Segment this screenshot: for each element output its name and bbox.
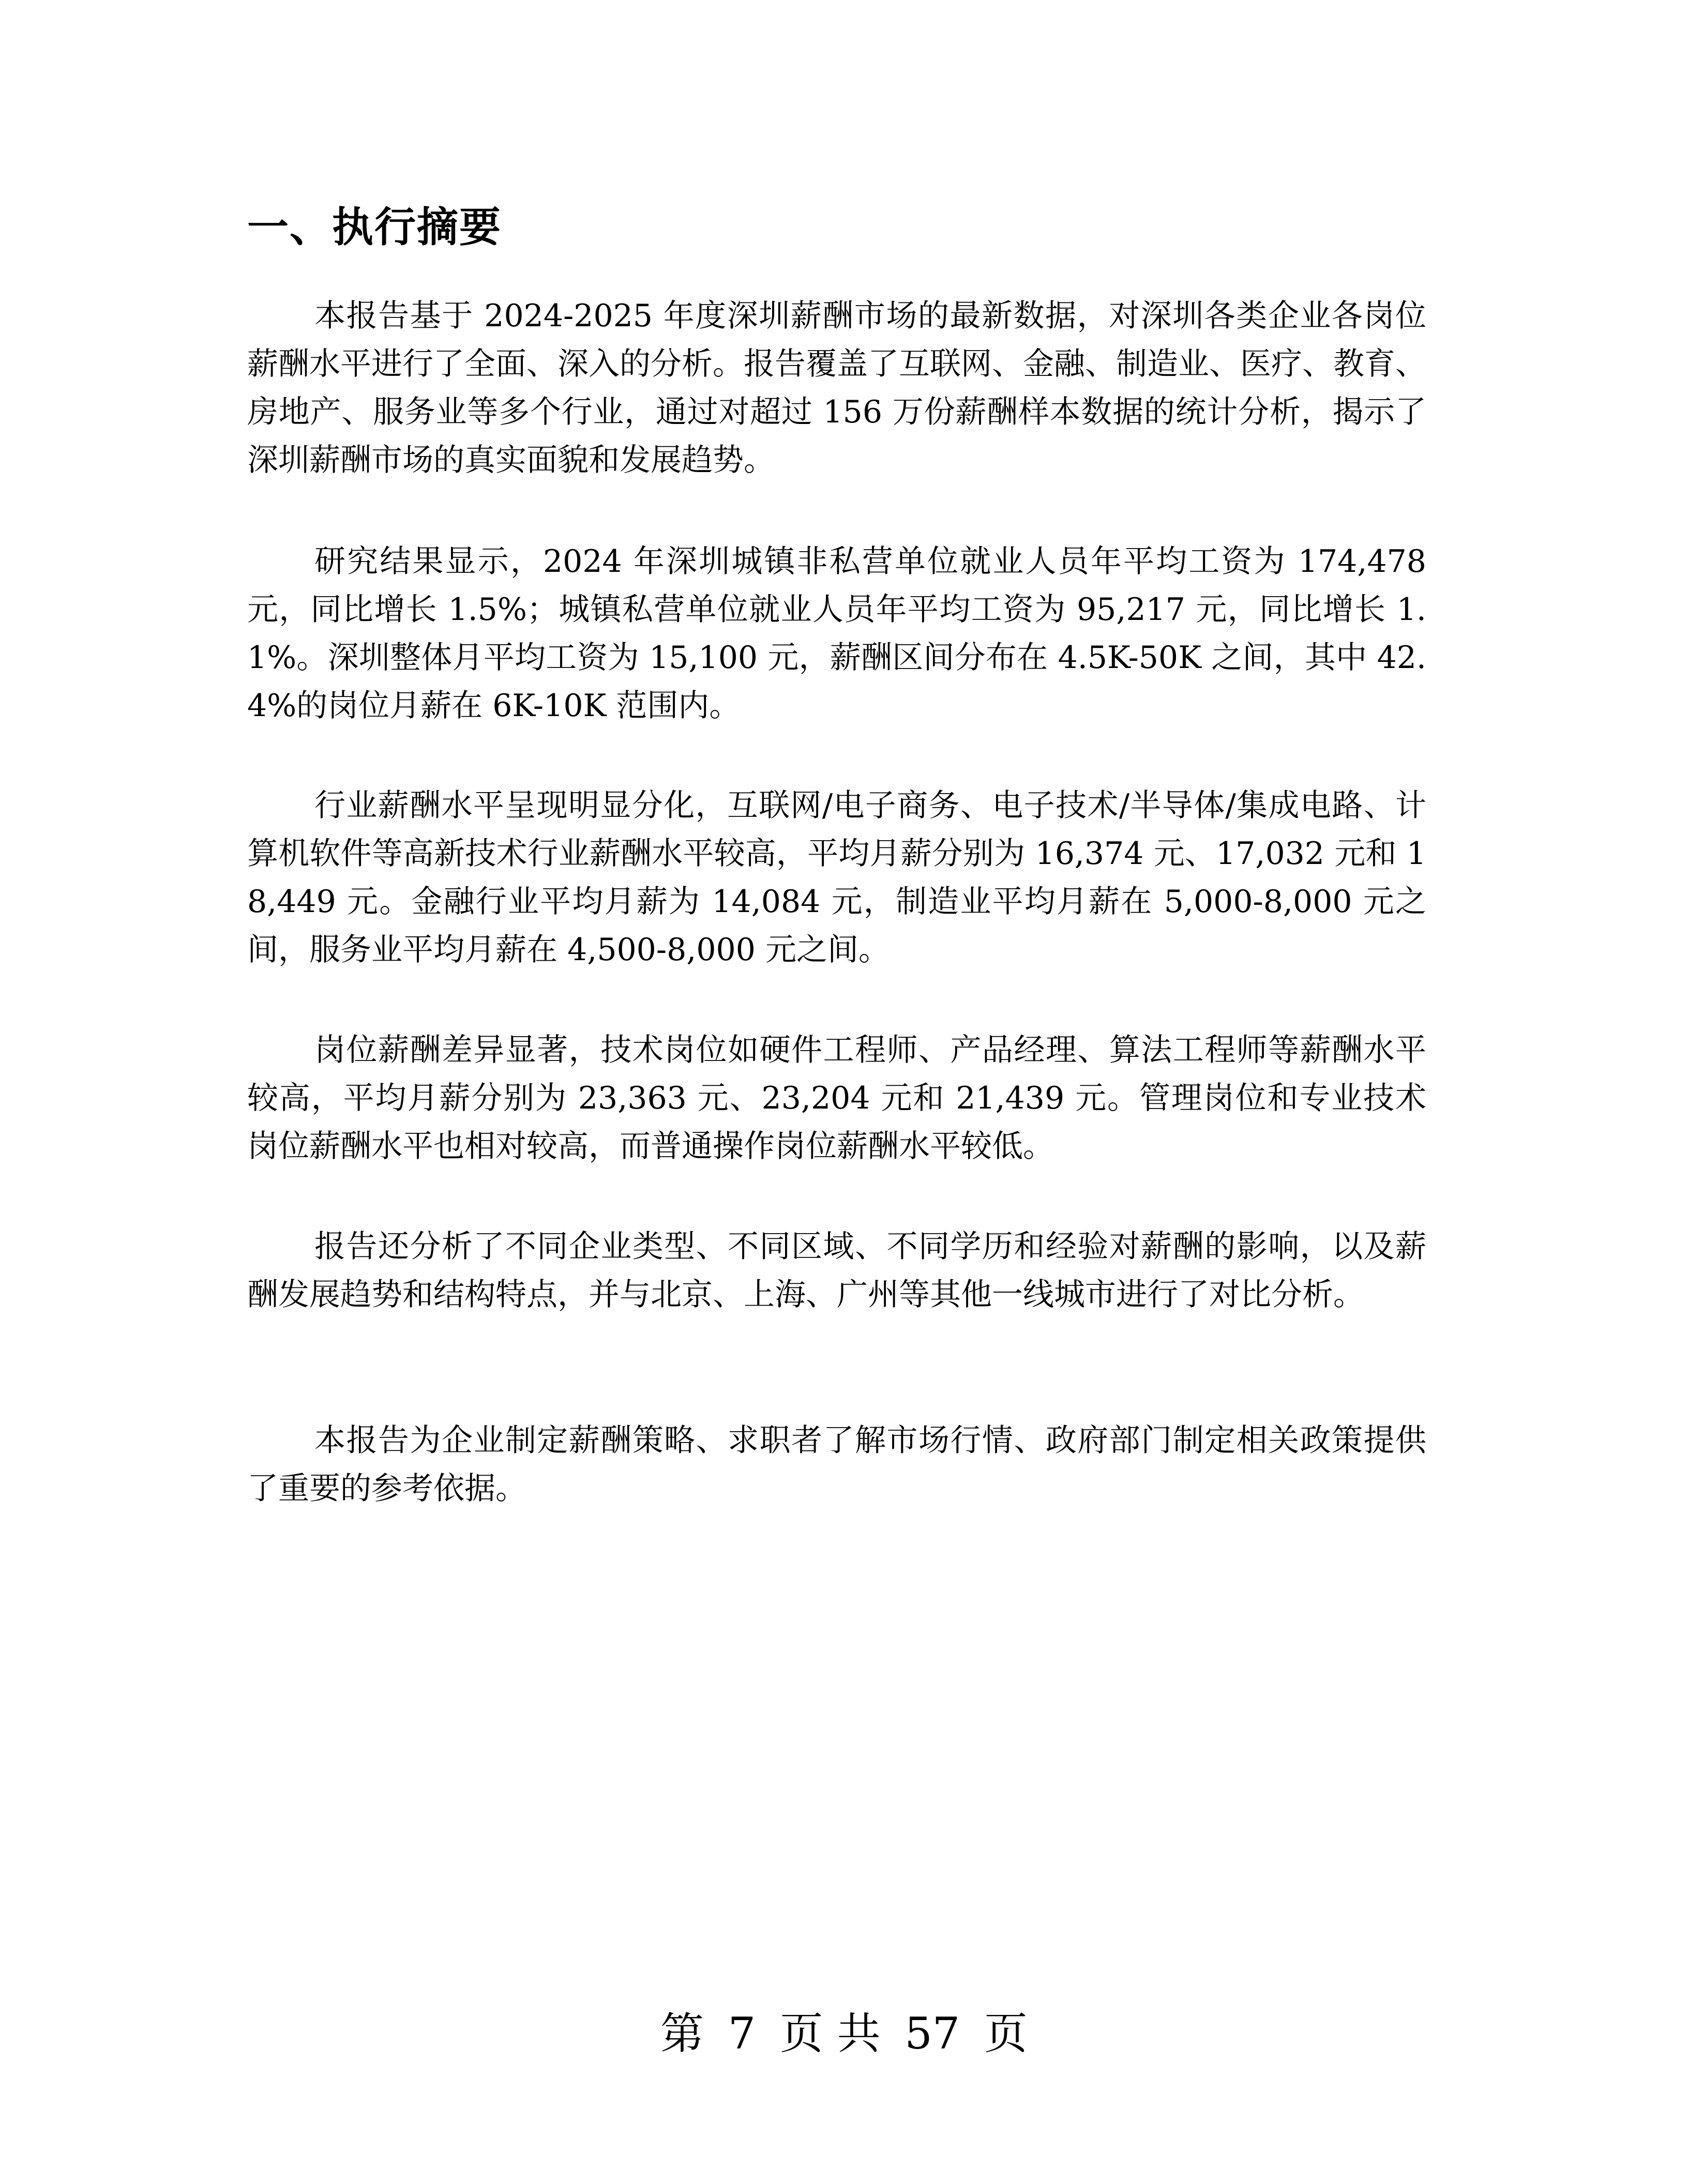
paragraph-other-analysis: 报告还分析了不同企业类型、不同区域、不同学历和经验对薪酬的影响，以及薪酬发展趋势和结构特点，并与北京、上海、广州等其他一线城市进行了对比分析。 [247, 1228, 1426, 1313]
total-page-count: 57 [905, 2008, 960, 2059]
paragraph-industry-salary: 行业薪酬水平呈现明显分化，互联网/电子商务、电子技术/半导体/集成电路、计算机软件等高新技术行业薪酬水平较高，平均月薪分别为 16,374 元、17,032 元和 18,449 元。金融行业平均月薪为 14,084 元，制造业平均月薪在 5,000-8,000 元之间，服务业平均月薪在 4,500-8,000 元之间。 [247, 787, 1426, 968]
paragraph-position-salary: 岗位薪酬差异显著，技术岗位如硬件工程师、产品经理、算法工程师等薪酬水平较高，平均月薪分别为 23,363 元、23,204 元和 21,439 元。管理岗位和专业技术岗位薪酬水平也相对较高，而普通操作岗位薪酬水平较低。 [247, 1032, 1426, 1164]
paragraph-research-results: 研究结果显示，2024 年深圳城镇非私营单位就业人员年平均工资为 174,478 元，同比增长 1.5%；城镇私营单位就业人员年平均工资为 95,217 元，同比增长 1.1%。深圳整体月平均工资为 15,100 元，薪酬区间分布在 4.5K-50K 之间，其中 42.4%的岗位月薪在 6K-10K 范围内。 [247, 543, 1427, 724]
paragraph-overview: 本报告基于 2024-2025 年度深圳薪酬市场的最新数据，对深圳各类企业各岗位薪酬水平进行了全面、深入的分析。报告覆盖了互联网、金融、制造业、医疗、教育、房地产、服务业等多个行业，通过对超过 156 万份薪酬样本数据的统计分析，揭示了深圳薪酬市场的真实面貌和发展趋势。 [247, 298, 1426, 478]
footer-suffix: 页 [984, 2008, 1028, 2059]
footer-middle: 页 共 [779, 2008, 881, 2059]
section-heading: 一、执行摘要 [247, 203, 502, 251]
paragraph-conclusion: 本报告为企业制定薪酬策略、求职者了解市场行情、政府部门制定相关政策提供了重要的参考依据。 [247, 1422, 1426, 1507]
current-page-number: 7 [728, 2008, 756, 2059]
page-number-footer [0, 2005, 1688, 2062]
footer-prefix: 第 [660, 2008, 704, 2059]
